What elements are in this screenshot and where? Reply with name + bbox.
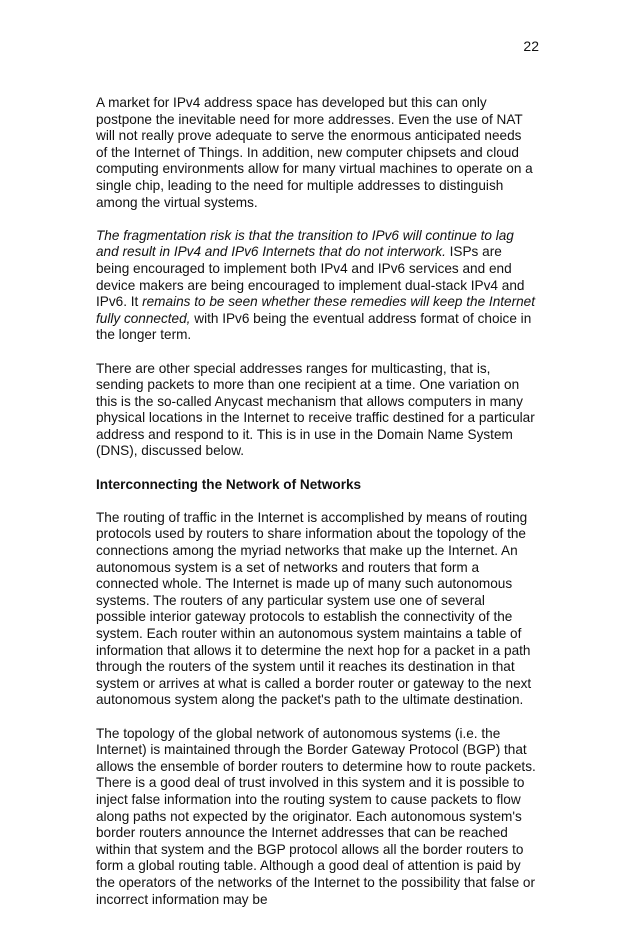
page-number: 22 — [523, 38, 539, 54]
paragraph-special-addresses: There are other special addresses ranges for multicasting, that is, sending packets to more than one recipient at a time. One variation on this is the so-called Anycast mechanism that allows computers in many physical locations in the Internet to receive traffic destined for a particular address and respond to it. This is in use in the Domain Name System (DNS), discussed below. — [96, 360, 535, 459]
text-isp-encouraged: ISPs are being encouraged to implement both IPv4 and IPv6 services and end device makers are being encouraged to implement dual-stack IPv4 and IPv6. It — [96, 244, 525, 310]
paragraph-bgp: The topology of the global network of autonomous systems (i.e. the Internet) is maintained through the Border Gateway Protocol (BGP) that allows the ensemble of border routers to determine how to route packets. There is a good deal of trust involved in this system and it is possible to inject false information into the routing system to cause packets to flow along paths not expected by the originator. Each autonomous system's border routers announce the Internet addresses that can be reached within that system and the BGP protocol allows all the border routers to form a global routing table. Although a good deal of attention is paid by the operators of the networks of the Internet to the possibility that false or incorrect information may be — [96, 725, 536, 907]
text-ipv6-eventual: with IPv6 being the eventual address format of choice in the longer term. — [96, 310, 532, 343]
paragraph-ipv4-market: A market for IPv4 address space has developed but this can only postpone the inevitable need for more addresses. Even the use of NAT will not really prove adequate to serve the enormous anticipated needs of the Internet of Things. In addition, new computer chipsets and cloud computing environments allow for many virtual machines to operate on a single chip, leading to the need for multiple addresses to distinguish among the virtual systems. — [96, 95, 533, 210]
paragraph-routing: The routing of traffic in the Internet is accomplished by means of routing protocols used by routers to share information about the topology of the connections among the myriad networks that make up the Internet. An autonomous system is a set of networks and routers that form a connected whole. The Internet is made up of many such autonomous systems. The routers of any particular system use one of several possible interior gateway protocols to establish the connectivity of the system. Each router within an autonomous system maintains a table of information that allows it to determine the next hop for a packet in a path through the routers of the system until it reaches its destination in that system or arrives at what is called a border router or gateway to the next autonomous system along the packet's path to the ultimate destination. — [96, 509, 532, 708]
section-heading: Interconnecting the Network of Networks — [96, 476, 362, 492]
italic-fragmentation-risk: The fragmentation risk is that the transition to IPv6 will continue to lag and result in IPv4 and IPv6 Internets that do not interwork. — [96, 227, 514, 260]
document-body — [96, 95, 536, 925]
paragraph-fragmentation-risk — [96, 228, 536, 344]
italic-remains-to-be-seen: remains to be seen whether these remedies will keep the Internet fully connected, — [96, 294, 536, 326]
